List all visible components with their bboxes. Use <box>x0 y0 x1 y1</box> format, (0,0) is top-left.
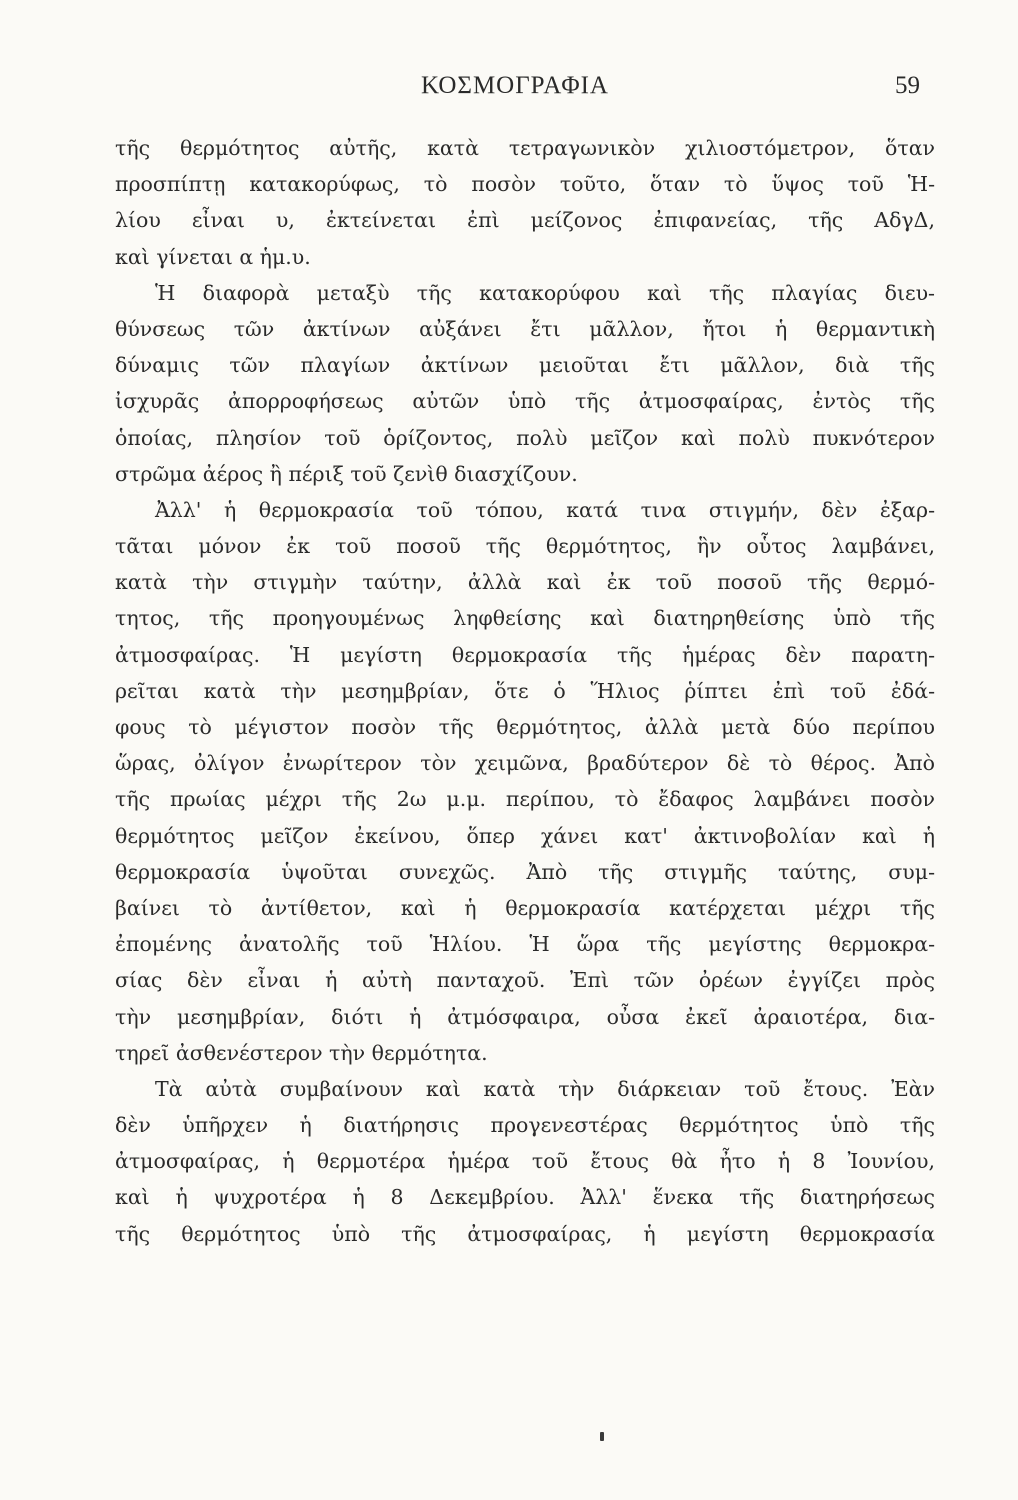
running-title: ΚΟΣΜΟΓΡΑΦΙΑ <box>421 72 609 99</box>
text-line: ὥρας, ὀλίγον ἐνωρίτερον τὸν χειμῶνα, βραδύτερον δὲ τὸ θέρος. Ἀπὸ <box>115 751 935 776</box>
page-header <box>110 72 920 112</box>
text-line: στρῶμα ἀέρος ἢ πέριξ τοῦ ζενὶθ διασχίζουν. <box>115 461 578 486</box>
text-line: προσπίπτῃ κατακορύφως, τὸ ποσὸν τοῦτο, ὅταν τὸ ὕψος τοῦ Ἡ- <box>115 172 935 197</box>
text-line: ἀτμοσφαίρας. Ἡ μεγίστη θερμοκρασία τῆς ἡμέρας δὲν παρατη- <box>115 642 935 667</box>
text-line: ὁποίας, πλησίον τοῦ ὁρίζοντος, πολὺ μεῖζον καὶ πολὺ πυκνότερον <box>115 425 935 450</box>
text-line: τητος, τῆς προηγουμένως ληφθείσης καὶ διατηρηθείσης ὑπὸ τῆς <box>115 606 935 631</box>
text-line: ἐπομένης ἀνατολῆς τοῦ Ἡλίου. Ἡ ὥρα τῆς μεγίστης θερμοκρα- <box>115 932 935 957</box>
text-line: καὶ γίνεται α ἡμ.υ. <box>115 244 311 269</box>
text-line: βαίνει τὸ ἀντίθετον, καὶ ἡ θερμοκρασία κατέρχεται μέχρι τῆς <box>115 895 935 920</box>
text-line: κατὰ τὴν στιγμὴν ταύτην, ἀλλὰ καὶ ἐκ τοῦ ποσοῦ τῆς θερμό- <box>115 570 935 595</box>
text-line: ἰσχυρᾶς ἀπορροφήσεως αὐτῶν ὑπὸ τῆς ἀτμοσφαίρας, ἐντὸς τῆς <box>115 389 935 414</box>
text-line: ρεῖται κατὰ τὴν μεσημβρίαν, ὅτε ὁ Ἥλιος ῥίπτει ἐπὶ τοῦ ἐδά- <box>115 678 935 703</box>
text-line: τὴν μεσημβρίαν, διότι ἡ ἀτμόσφαιρα, οὖσα ἐκεῖ ἀραιοτέρα, δια- <box>115 1004 935 1029</box>
text-line: λίου εἶναι υ, ἐκτείνεται ἐπὶ μείζονος ἐπιφανείας, τῆς ΑδγΔ, <box>115 208 935 233</box>
text-line: Ἡ διαφορὰ μεταξὺ τῆς κατακορύφου καὶ τῆς πλαγίας διευ- <box>155 280 935 305</box>
text-line: τῆς θερμότητος αὐτῆς, κατὰ τετραγωνικὸν χιλιοστόμετρον, ὅταν <box>115 136 935 160</box>
ink-mark <box>600 1432 604 1441</box>
text-line: καὶ ἡ ψυχροτέρα ἡ 8 Δεκεμβρίου. Ἀλλ' ἕνεκα τῆς διατηρήσεως <box>115 1185 935 1210</box>
text-line: θερμοκρασία ὑψοῦται συνεχῶς. Ἀπὸ τῆς στιγμῆς ταύτης, συμ- <box>115 859 935 884</box>
text-line: θερμότητος μεῖζον ἐκείνου, ὅπερ χάνει κατ' ἀκτινοβολίαν καὶ ἡ <box>115 823 935 848</box>
text-line: Τὰ αὐτὰ συμβαίνουν καὶ κατὰ τὴν διάρκειαν τοῦ ἔτους. Ἐὰν <box>155 1076 935 1101</box>
text-line: ἀτμοσφαίρας, ἡ θερμοτέρα ἡμέρα τοῦ ἔτους θὰ ἦτο ἡ 8 Ἰουνίου, <box>115 1149 935 1174</box>
text-line: σίας δὲν εἶναι ἡ αὐτὴ πανταχοῦ. Ἐπὶ τῶν ὀρέων ἐγγίζει πρὸς <box>115 968 935 993</box>
text-line: δύναμις τῶν πλαγίων ἀκτίνων μειοῦται ἔτι μᾶλλον, διὰ τῆς <box>115 353 935 378</box>
page-number: 59 <box>895 72 920 99</box>
text-line: θύνσεως τῶν ἀκτίνων αὐξάνει ἔτι μᾶλλον, ἤτοι ἡ θερμαντικὴ <box>115 316 935 341</box>
text-line: δὲν ὑπῆρχεν ἡ διατήρησις προγενεστέρας θερμότητος ὑπὸ τῆς <box>115 1113 935 1138</box>
text-line: τῆς πρωίας μέχρι τῆς 2ω μ.μ. περίπου, τὸ ἔδαφος λαμβάνει ποσὸν <box>115 787 935 812</box>
text-line: τῆς θερμότητος ὑπὸ τῆς ἀτμοσφαίρας, ἡ μεγίστη θερμοκρασία <box>115 1221 935 1246</box>
text-line: τηρεῖ ἀσθενέστερον τὴν θερμότητα. <box>115 1040 488 1065</box>
text-line: Ἀλλ' ἡ θερμοκρασία τοῦ τόπου, κατά τινα στιγμήν, δὲν ἐξαρ- <box>155 497 935 522</box>
text-line: φους τὸ μέγιστον ποσὸν τῆς θερμότητος, ἀλλὰ μετὰ δύο περίπου <box>115 715 935 739</box>
body-text <box>115 130 935 1252</box>
text-line: τᾶται μόνον ἐκ τοῦ ποσοῦ τῆς θερμότητος, ἣν οὗτος λαμβάνει, <box>115 534 935 559</box>
